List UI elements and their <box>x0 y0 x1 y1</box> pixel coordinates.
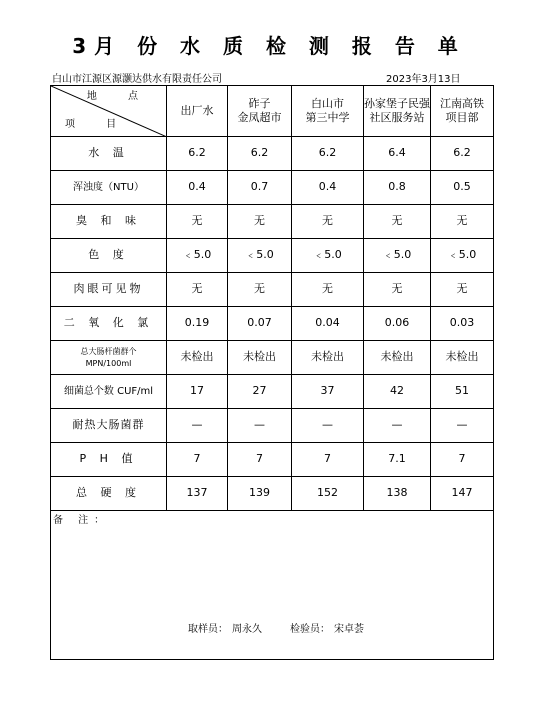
table-cell: ﹤5.0 <box>364 239 431 273</box>
table-cell: 0.19 <box>167 307 228 341</box>
table-row <box>51 409 494 443</box>
column-header-text: 金凤超市 <box>237 111 282 124</box>
sampler-label: 取样员： <box>188 624 228 635</box>
column-header-text: 白山市 <box>311 96 344 110</box>
row-item-label: 肉眼可见物 <box>51 273 167 307</box>
table-cell: 无 <box>292 205 364 239</box>
table-cell: 152 <box>292 477 364 511</box>
table-row <box>51 307 494 341</box>
column-header-text: 孙家堡子民强 <box>364 96 430 110</box>
table-cell: 17 <box>167 375 228 409</box>
table-cell: 无 <box>228 273 292 307</box>
table-cell: 无 <box>167 273 228 307</box>
table-cell: 7 <box>228 443 292 477</box>
table-row <box>51 443 494 477</box>
table-cell: 0.8 <box>364 171 431 205</box>
remarks-cell <box>51 511 494 660</box>
column-header-5 <box>431 86 494 137</box>
table-cell: 27 <box>228 375 292 409</box>
row-item-label: 耐热大肠菌群 <box>51 409 167 443</box>
table-cell: 0.04 <box>292 307 364 341</box>
report-date: 2023年3月13日 <box>386 74 461 85</box>
inspector-label: 检验员： <box>290 624 330 635</box>
remarks-label: 备 注： <box>53 515 111 526</box>
table-cell: 0.7 <box>228 171 292 205</box>
table-cell: 无 <box>228 205 292 239</box>
table-cell: 138 <box>364 477 431 511</box>
table-cell: — <box>292 409 364 443</box>
row-item-label: 二 氧 化 氯 <box>51 307 167 341</box>
table-cell: 7.1 <box>364 443 431 477</box>
table-cell: 0.4 <box>167 171 228 205</box>
table-cell: — <box>364 409 431 443</box>
column-header-text: 项目部 <box>445 111 479 124</box>
table-cell: 6.2 <box>228 137 292 171</box>
remarks-row <box>51 511 494 660</box>
column-header-text: 砟子 <box>248 96 271 110</box>
table-cell: 0.5 <box>431 171 494 205</box>
table-row <box>51 341 494 375</box>
table-cell: 无 <box>431 273 494 307</box>
corner-header-cell <box>51 86 167 137</box>
table-cell: 未检出 <box>167 341 228 375</box>
water-quality-table <box>50 85 494 660</box>
table-cell: ﹤5.0 <box>167 239 228 273</box>
table-row <box>51 137 494 171</box>
column-header-3 <box>292 86 364 137</box>
table-cell: 37 <box>292 375 364 409</box>
table-cell: — <box>228 409 292 443</box>
table-cell: 无 <box>167 205 228 239</box>
company-name: 白山市江源区源灏达供水有限责任公司 <box>52 74 222 85</box>
column-header-text: 江南高铁 <box>440 96 484 110</box>
table-cell: 0.06 <box>364 307 431 341</box>
table-cell: 7 <box>292 443 364 477</box>
table-cell: 无 <box>364 273 431 307</box>
column-header-text: 第三中学 <box>305 111 350 124</box>
table-cell: ﹤5.0 <box>228 239 292 273</box>
table-cell: 未检出 <box>431 341 494 375</box>
table-cell: 未检出 <box>292 341 364 375</box>
table-row <box>51 171 494 205</box>
table-cell: 6.2 <box>431 137 494 171</box>
table-cell: 无 <box>431 205 494 239</box>
table-cell: 139 <box>228 477 292 511</box>
row-item-label: P H 值 <box>51 443 167 477</box>
table-cell: 7 <box>431 443 494 477</box>
row-item-label-line: 总大肠杆菌群个 <box>80 347 137 357</box>
row-item-label: 浑浊度（NTU） <box>51 171 167 205</box>
corner-item-label: 项 目 <box>65 119 131 130</box>
table-cell: 0.4 <box>292 171 364 205</box>
column-header-text: 出厂水 <box>180 103 214 117</box>
sampler-name: 周永久 <box>232 624 262 635</box>
signoff-line <box>188 623 368 636</box>
table-cell: ﹤5.0 <box>431 239 494 273</box>
table-cell: 0.07 <box>228 307 292 341</box>
row-item-label: 细菌总个数 CUF/ml <box>51 375 167 409</box>
table-cell: 无 <box>364 205 431 239</box>
column-header-2 <box>228 86 292 137</box>
table-row <box>51 477 494 511</box>
table-cell: 6.2 <box>167 137 228 171</box>
table-cell: 未检出 <box>228 341 292 375</box>
table-cell: 6.4 <box>364 137 431 171</box>
column-header-1 <box>167 86 228 137</box>
table-cell: ﹤5.0 <box>292 239 364 273</box>
row-item-label: 总 硬 度 <box>51 477 167 511</box>
column-header-text: 社区服务站 <box>369 111 425 124</box>
inspector-name: 宋卓荟 <box>334 624 364 635</box>
corner-location-label: 地 点 <box>86 91 152 102</box>
table-row <box>51 239 494 273</box>
table-row <box>51 375 494 409</box>
table-cell: 无 <box>292 273 364 307</box>
table-cell: 42 <box>364 375 431 409</box>
row-item-label <box>51 341 167 375</box>
table-cell: 51 <box>431 375 494 409</box>
table-cell: 0.03 <box>431 307 494 341</box>
table-cell: 7 <box>167 443 228 477</box>
table-row <box>51 205 494 239</box>
table-row <box>51 273 494 307</box>
row-item-label: 臭 和 味 <box>51 205 167 239</box>
table-cell: — <box>431 409 494 443</box>
header-row <box>51 86 494 137</box>
row-item-label-line: MPN/100ml <box>85 358 132 368</box>
row-item-label: 色 度 <box>51 239 167 273</box>
table-cell: 6.2 <box>292 137 364 171</box>
table-cell: 未检出 <box>364 341 431 375</box>
row-item-label: 水 温 <box>51 137 167 171</box>
table-cell: — <box>167 409 228 443</box>
column-header-4 <box>364 86 431 137</box>
report-title: 3月 份 水 质 检 测 报 告 单 <box>72 34 466 58</box>
table-cell: 147 <box>431 477 494 511</box>
table-cell: 137 <box>167 477 228 511</box>
